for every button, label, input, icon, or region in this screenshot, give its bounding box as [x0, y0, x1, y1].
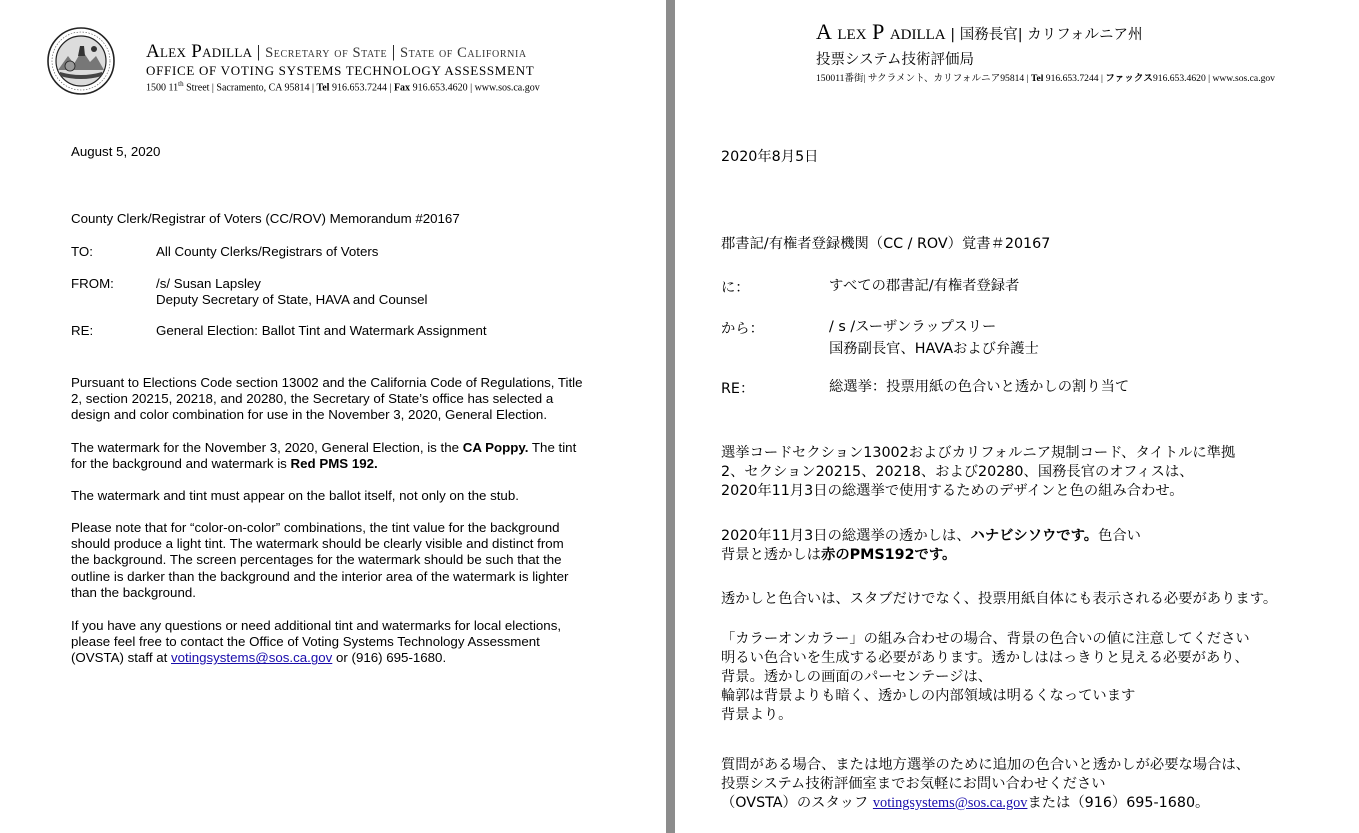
- letter-date: August 5, 2020: [71, 144, 161, 159]
- from-title-jp: 国務副長官、HAVAおよび弁護士: [829, 341, 1039, 357]
- email-link-jp[interactable]: votingsystems@sos.ca.gov: [872, 795, 1028, 811]
- re-label-jp: RE：: [721, 381, 755, 397]
- memo-title: County Clerk/Registrar of Voters (CC/ROV) Memorandum #20167: [71, 211, 460, 226]
- paragraph-3: The watermark and tint must appear on the ballot itself, not only on the stub.: [71, 488, 519, 503]
- letterhead-separator: |: [256, 42, 261, 61]
- paragraph-1: Pursuant to Elections Code section 13002 and the California Code of Regulations, Title 2, section 20215, 20218, and 20280, the Secretary of State’s office has selected a design and color combination for use in the November 3, 2020, General Election.: [71, 375, 583, 423]
- letterhead-separator: |: [391, 42, 396, 61]
- from-title: Deputy Secretary of State, HAVA and Counsel: [156, 292, 428, 307]
- to-label: TO:: [71, 244, 93, 259]
- letterhead-title: [146, 41, 527, 63]
- paragraph-2: The watermark for the November 3, 2020, General Election, is the CA Poppy. The tint for the background and watermark is Red PMS 192.: [71, 440, 577, 472]
- from-name-jp: / s /スーザンラップスリー: [829, 319, 997, 335]
- paragraph-4: Please note that for “color-on-color” combinations, the tint value for the background should produce a light tint. The watermark should be clearly visible and distinct from the background. The screen percentages for the watermark should be such that the outline is darker than the background and the interior area of the watermark is lighter than the background.: [71, 520, 569, 600]
- paragraph-1-jp: 選挙コードセクション13002およびカリフォルニア規制コード、タイトルに準拠 2、セクション20215、20218、および20280、国務長官のオフィスは、 2020年11月3日の総選挙で使用するためのデザインと色の組み合わせ。: [721, 445, 1236, 499]
- paragraph-5-jp: 質問がある場合、または地方選挙のために追加の色合いと透かしが必要な場合は、 投票システム技術評価室までお気軽にお問い合わせください （OVSTA）のスタッフ votingsystems@sos.ca.govまたは（916）695-1680。: [721, 757, 1250, 811]
- re-value-jp: 総選挙：投票用紙の色合いと透かしの割り当て: [829, 379, 1130, 395]
- paragraph-5: If you have any questions or need additional tint and watermarks for local elections, please feel free to contact the Office of Voting Systems Technology Assessment (OVSTA) staff at votingsystems@sos.ca.gov or (916) 695-1680.: [71, 618, 562, 666]
- english-letter-page: [0, 0, 666, 833]
- letterhead-office-jp: 投票システム技術評価局: [816, 52, 975, 68]
- paragraph-4-jp: 「カラーオンカラー」の組み合わせの場合、背景の色合いの値に注意してください 明るい色合いを生成する必要があります。透かしははっきりと見える必要があり、 背景。透かしの画面のパーセンテージは、 輪郭は背景よりも暗く、透かしの内部領域は明るくなっています 背景より。: [721, 631, 1250, 723]
- california-state-seal-icon: [44, 26, 118, 96]
- paragraph-2-jp: 2020年11月3日の総選挙の透かしは、ハナビシソウです。色合い 背景と透かしは赤のPMS192です。: [721, 528, 1141, 563]
- letterhead-title-jp: A lex P adilla | 国務長官| カリフォルニア州: [816, 19, 1143, 44]
- memo-title-jp: 郡書記/有権者登録機関（CC / ROV）覚書＃20167: [721, 236, 1051, 252]
- letterhead-name: Alex Padilla: [146, 41, 253, 62]
- page-divider: [666, 0, 675, 833]
- letter-date-jp: 2020年8月5日: [721, 149, 819, 165]
- to-label-jp: に：: [721, 280, 750, 296]
- paragraph-3-jp: 透かしと色合いは、スタブだけでなく、投票用紙自体にも表示される必要があります。: [721, 591, 1278, 607]
- from-name: /s/ Susan Lapsley: [156, 276, 261, 291]
- email-link[interactable]: votingsystems@sos.ca.gov: [171, 650, 333, 666]
- letterhead-address: 1500 11th Street | Sacramento, CA 95814 | Tel 916.653.7244 | Fax 916.653.4620 | www.sos.ca.gov: [146, 80, 540, 94]
- letterhead-address-jp: 150011番街| サクラメント、カリフォルニア95814 | Tel 916.653.7244 | ファックス916.653.4620 | www.sos.ca.gov: [816, 73, 1275, 84]
- letterhead-office2: State of California: [400, 45, 527, 61]
- from-label: FROM:: [71, 276, 114, 291]
- re-value: General Election: Ballot Tint and Watermark Assignment: [156, 323, 487, 338]
- letterhead-office1: Secretary of State: [265, 45, 388, 61]
- from-label-jp: から：: [721, 321, 764, 337]
- to-value: All County Clerks/Registrars of Voters: [156, 244, 379, 259]
- to-value-jp: すべての郡書記/有権者登録者: [829, 278, 1020, 294]
- japanese-letter-page: [675, 0, 1359, 833]
- re-label: RE:: [71, 323, 94, 338]
- letterhead-office-line: OFFICE OF VOTING SYSTEMS TECHNOLOGY ASSESSMENT: [146, 63, 535, 78]
